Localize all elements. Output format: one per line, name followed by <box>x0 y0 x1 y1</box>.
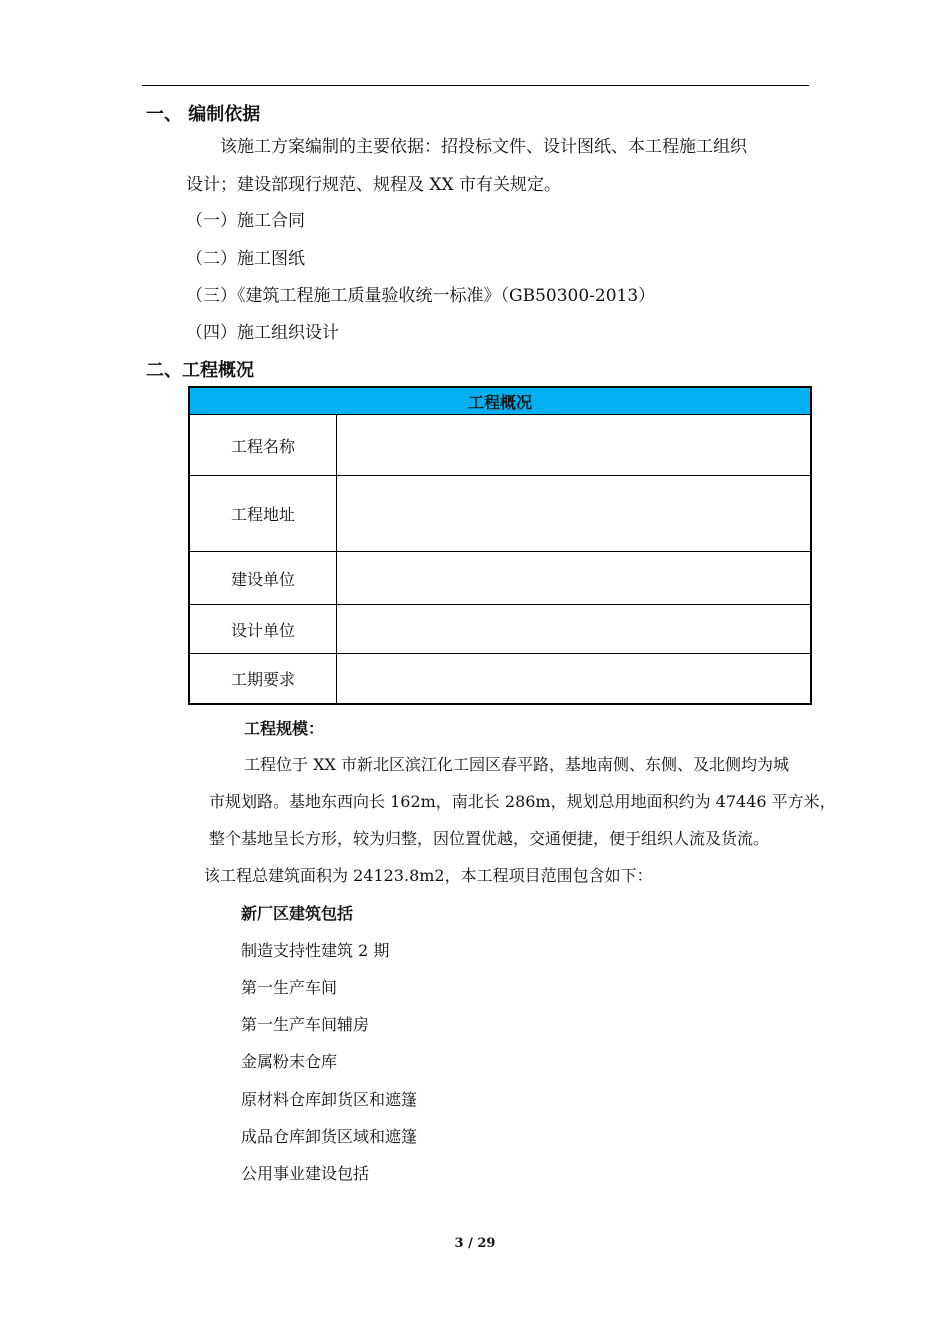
row-value <box>337 552 812 605</box>
overview-table <box>188 386 812 705</box>
table-row <box>189 476 811 552</box>
list-item: 制造支持性建筑 2 期 <box>241 941 390 960</box>
list-item: 成品仓库卸货区域和遮篷 <box>241 1127 418 1146</box>
section1-heading: 一、 编制依据 <box>146 104 261 125</box>
basis-paragraph-line2: 设计；建设部现行规范、规程及 XX 市有关规定。 <box>186 175 562 195</box>
scale-line: 整个基地呈长方形，较为归整，因位置优越，交通便捷，便于组织人流及货流。 <box>209 829 770 848</box>
list-item: 公用事业建设包括 <box>241 1164 370 1183</box>
overview-table-title: 工程概况 <box>189 387 811 415</box>
scale-line: 工程位于 XX 市新北区滨江化工园区春平路，基地南侧、东侧、及北侧均为城 <box>244 755 789 774</box>
basis-item: （二）施工图纸 <box>186 249 305 269</box>
basis-item: （三）《建筑工程施工质量验收统一标准》（GB50300-2013） <box>186 286 656 306</box>
basis-item: （四）施工组织设计 <box>186 323 339 343</box>
overview-table-header-row <box>189 387 811 415</box>
row-value <box>337 605 812 654</box>
basis-item: （一）施工合同 <box>186 211 305 231</box>
table-row <box>189 415 811 476</box>
list-item: 原材料仓库卸货区和遮篷 <box>241 1090 418 1109</box>
table-row <box>189 605 811 654</box>
row-value <box>337 476 812 552</box>
row-label: 工程地址 <box>189 476 337 552</box>
table-row <box>189 552 811 605</box>
table-row <box>189 654 811 704</box>
scale-line: 市规划路。基地东西向长 162m，南北长 286m，规划总用地面积约为 47446 平方米， <box>209 792 836 811</box>
list-item: 第一生产车间 <box>241 978 338 997</box>
row-label: 建设单位 <box>189 552 337 605</box>
scale-heading: 工程规模： <box>244 719 325 738</box>
row-value <box>337 654 812 704</box>
basis-paragraph-line1: 该施工方案编制的主要依据：招投标文件、设计图纸、本工程施工组织 <box>220 137 747 157</box>
header-rule <box>142 85 809 86</box>
scale-line: 该工程总建筑面积为 24123.8m2，本工程项目范围包含如下： <box>204 866 653 885</box>
list-item: 金属粉末仓库 <box>241 1052 338 1071</box>
section2-heading: 二、工程概况 <box>146 360 254 381</box>
list-item: 第一生产车间辅房 <box>241 1015 370 1034</box>
row-label: 设计单位 <box>189 605 337 654</box>
page-number: 3 / 29 <box>454 1236 496 1251</box>
row-value <box>337 415 812 476</box>
row-label: 工程名称 <box>189 415 337 476</box>
list-heading: 新厂区建筑包括 <box>241 904 354 923</box>
row-label: 工期要求 <box>189 654 337 704</box>
